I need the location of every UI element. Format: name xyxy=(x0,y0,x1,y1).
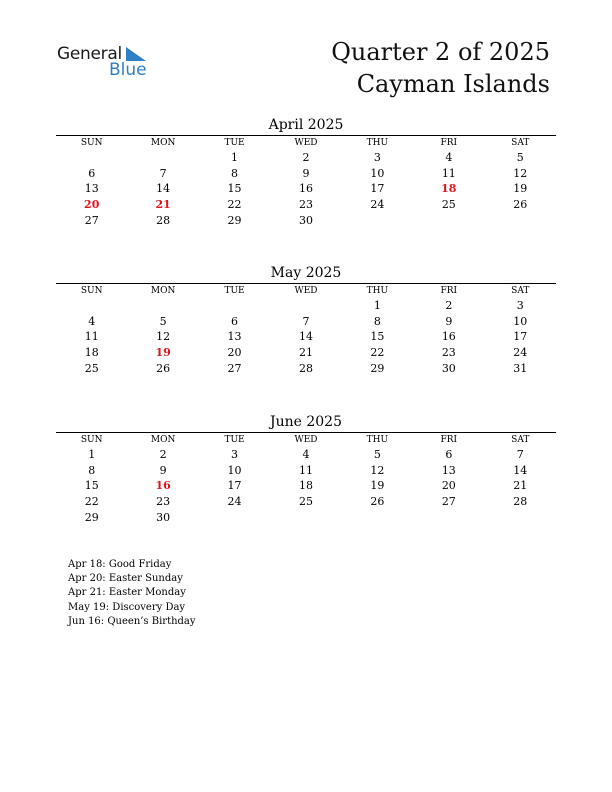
empty-day-cell xyxy=(199,510,270,526)
logo-text-general: General xyxy=(57,44,122,64)
empty-day-cell xyxy=(485,510,556,526)
holiday-note: Apr 20: Easter Sunday xyxy=(68,573,183,585)
weekday-label: FRI xyxy=(440,286,458,296)
day-cell: 13 xyxy=(84,182,99,196)
weekday-label: WED xyxy=(294,138,318,148)
month-may xyxy=(56,264,556,377)
day-cell: 30 xyxy=(441,361,456,375)
day-cell: 23 xyxy=(156,495,171,509)
empty-day-cell xyxy=(342,510,413,526)
day-cell: 23 xyxy=(441,346,456,360)
weekday-label: MON xyxy=(150,138,176,148)
day-cell: 27 xyxy=(84,213,99,227)
weekday-label: TUE xyxy=(224,138,245,148)
week-row xyxy=(56,181,556,197)
day-cell: 9 xyxy=(302,166,310,180)
day-cell: 29 xyxy=(84,510,99,524)
day-cell: 2 xyxy=(159,448,167,461)
day-cell: 20 xyxy=(227,346,242,360)
day-cell: 16 xyxy=(441,330,456,344)
empty-day-cell xyxy=(127,298,198,314)
day-cell: 17 xyxy=(370,182,385,196)
weekday-label: WED xyxy=(294,286,318,296)
day-cell: 25 xyxy=(441,198,456,212)
week-row xyxy=(56,213,556,229)
day-cell: 29 xyxy=(227,213,242,227)
weekday-header-row xyxy=(56,284,556,298)
day-cell: 3 xyxy=(373,151,381,164)
weekday-label: MON xyxy=(150,286,176,296)
day-cell: 30 xyxy=(156,510,171,524)
weekday-label: THU xyxy=(366,286,389,296)
day-cell: 28 xyxy=(513,495,528,509)
day-cell: 26 xyxy=(156,361,171,375)
week-row xyxy=(56,494,556,510)
day-cell: 19 xyxy=(370,479,385,493)
day-cell: 11 xyxy=(298,463,313,477)
day-cell: 15 xyxy=(84,479,99,493)
day-cell: 21 xyxy=(513,479,528,493)
day-cell: 4 xyxy=(445,151,453,164)
month-title: April 2025 xyxy=(268,117,344,133)
day-cell: 23 xyxy=(298,198,313,212)
day-cell: 29 xyxy=(370,361,385,375)
week-row xyxy=(56,345,556,361)
empty-day-cell xyxy=(270,510,341,526)
weekday-label: FRI xyxy=(440,138,458,148)
holiday-list xyxy=(68,558,196,629)
day-cell: 28 xyxy=(156,213,171,227)
day-cell: 1 xyxy=(88,448,96,461)
day-cell: 24 xyxy=(227,495,242,509)
generalblue-logo xyxy=(57,44,157,84)
day-cell: 9 xyxy=(159,463,167,477)
day-cell: 1 xyxy=(373,299,381,312)
day-cell: 1 xyxy=(231,151,239,164)
day-cell: 11 xyxy=(441,166,456,180)
holiday-note: Apr 21: Easter Monday xyxy=(68,587,186,599)
logo-flag-icon xyxy=(126,47,146,61)
day-cell: 12 xyxy=(370,463,385,477)
weekday-label: SAT xyxy=(511,138,530,148)
day-cell: 13 xyxy=(227,330,242,344)
calendar-grid xyxy=(56,284,556,377)
calendar-grid xyxy=(56,136,556,229)
weekday-label: SAT xyxy=(511,435,530,445)
empty-day-cell xyxy=(342,213,413,229)
day-cell: 22 xyxy=(84,495,99,509)
week-row xyxy=(56,197,556,213)
day-cell: 14 xyxy=(156,182,171,196)
country-title: Cayman Islands xyxy=(356,70,550,98)
day-cell: 8 xyxy=(88,463,96,477)
day-cell: 17 xyxy=(513,330,528,344)
day-cell: 4 xyxy=(88,314,96,328)
day-cell: 17 xyxy=(227,479,242,493)
day-cell: 5 xyxy=(373,448,381,461)
week-row xyxy=(56,361,556,377)
day-cell: 11 xyxy=(84,330,99,344)
day-cell: 2 xyxy=(302,151,310,164)
day-cell: 18 xyxy=(84,346,99,360)
day-cell: 5 xyxy=(516,151,524,164)
day-cell: 19 xyxy=(155,346,171,360)
holiday-note: May 19: Discovery Day xyxy=(68,601,186,613)
weekday-label: SUN xyxy=(80,138,103,148)
weekday-label: TUE xyxy=(224,286,245,296)
day-cell: 6 xyxy=(88,166,96,180)
month-april xyxy=(56,116,556,229)
logo-text-blue: Blue xyxy=(109,60,147,80)
weekday-label: SAT xyxy=(511,286,530,296)
day-cell: 13 xyxy=(441,463,456,477)
week-row xyxy=(56,463,556,479)
day-cell: 14 xyxy=(513,463,528,477)
weekday-label: TUE xyxy=(224,435,245,445)
day-cell: 26 xyxy=(513,198,528,212)
day-cell: 27 xyxy=(227,361,242,375)
empty-day-cell xyxy=(270,298,341,314)
calendar-grid xyxy=(56,433,556,526)
day-cell: 20 xyxy=(84,198,100,212)
day-cell: 12 xyxy=(513,166,528,180)
day-cell: 22 xyxy=(370,346,385,360)
empty-day-cell xyxy=(56,298,127,314)
weekday-label: WED xyxy=(294,435,318,445)
page-title xyxy=(331,36,550,100)
week-row xyxy=(56,150,556,166)
day-cell: 12 xyxy=(156,330,171,344)
day-cell: 10 xyxy=(513,314,528,328)
holiday-note: Apr 18: Good Friday xyxy=(68,559,172,570)
day-cell: 16 xyxy=(155,479,171,493)
week-row xyxy=(56,329,556,345)
day-cell: 26 xyxy=(370,495,385,509)
weekday-label: THU xyxy=(366,138,389,148)
day-cell: 21 xyxy=(298,346,313,360)
day-cell: 22 xyxy=(227,198,242,212)
day-cell: 21 xyxy=(155,198,171,212)
day-cell: 16 xyxy=(298,182,313,196)
day-cell: 6 xyxy=(445,448,453,461)
day-cell: 15 xyxy=(227,182,242,196)
empty-day-cell xyxy=(413,510,484,526)
empty-day-cell xyxy=(485,213,556,229)
day-cell: 8 xyxy=(373,314,381,328)
month-title: June 2025 xyxy=(269,414,342,430)
day-cell: 14 xyxy=(298,330,313,344)
day-cell: 4 xyxy=(302,448,310,461)
day-cell: 9 xyxy=(445,314,453,328)
day-cell: 10 xyxy=(370,166,385,180)
day-cell: 27 xyxy=(441,495,456,509)
week-row xyxy=(56,166,556,182)
day-cell: 31 xyxy=(513,361,528,375)
week-row xyxy=(56,314,556,330)
day-cell: 6 xyxy=(231,314,239,328)
day-cell: 28 xyxy=(298,361,313,375)
day-cell: 5 xyxy=(159,314,167,328)
weekday-header-row xyxy=(56,136,556,150)
day-cell: 24 xyxy=(370,198,385,212)
weekday-label: THU xyxy=(366,435,389,445)
empty-day-cell xyxy=(199,298,270,314)
weekday-header-row xyxy=(56,433,556,447)
empty-day-cell xyxy=(127,150,198,166)
day-cell: 20 xyxy=(441,479,456,493)
day-cell: 3 xyxy=(516,299,524,312)
week-row xyxy=(56,478,556,494)
day-cell: 10 xyxy=(227,463,242,477)
empty-day-cell xyxy=(56,150,127,166)
day-cell: 24 xyxy=(513,346,528,360)
weekday-label: SUN xyxy=(80,435,103,445)
day-cell: 18 xyxy=(441,182,457,196)
day-cell: 25 xyxy=(84,361,99,375)
week-row xyxy=(56,298,556,314)
month-june xyxy=(56,413,556,526)
day-cell: 7 xyxy=(516,448,524,461)
empty-day-cell xyxy=(413,213,484,229)
weekday-label: MON xyxy=(150,435,176,445)
week-row xyxy=(56,510,556,526)
weekday-label: FRI xyxy=(440,435,458,445)
month-title: May 2025 xyxy=(270,265,342,281)
day-cell: 18 xyxy=(298,479,313,493)
weekday-label: SUN xyxy=(80,286,103,296)
day-cell: 7 xyxy=(302,314,310,328)
quarter-title: Quarter 2 of 2025 xyxy=(331,38,550,66)
day-cell: 3 xyxy=(231,448,239,461)
holiday-note: Jun 16: Queen’s Birthday xyxy=(68,615,196,627)
day-cell: 8 xyxy=(231,166,239,180)
day-cell: 19 xyxy=(513,182,528,196)
day-cell: 30 xyxy=(298,213,313,227)
day-cell: 25 xyxy=(298,495,313,509)
week-row xyxy=(56,447,556,463)
day-cell: 2 xyxy=(445,299,453,312)
day-cell: 7 xyxy=(159,166,167,180)
day-cell: 15 xyxy=(370,330,385,344)
